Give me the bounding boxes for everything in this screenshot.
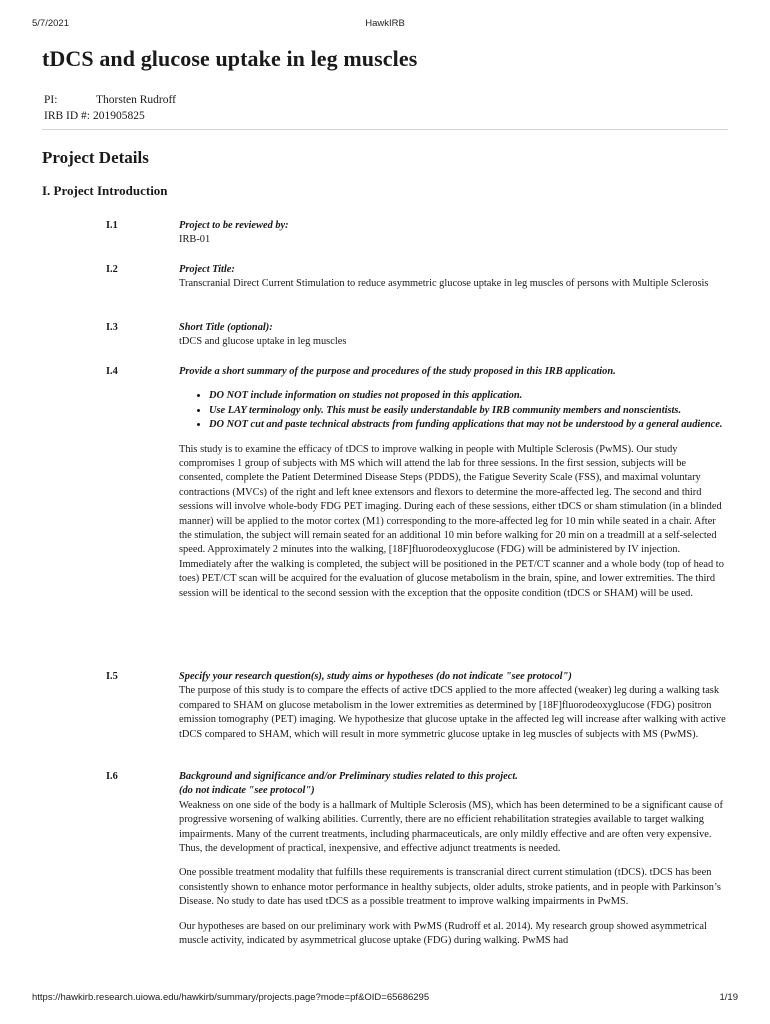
question-text: Specify your research question(s), study aims or hypotheses (do not indicate "see protocol") xyxy=(179,671,572,682)
answer-text: tDCS and glucose uptake in leg muscles xyxy=(179,336,347,348)
answer-text: IRB-01 xyxy=(179,234,211,246)
print-url: https://hawkirb.research.uiowa.edu/hawkirb/summary/projects.page?mode=pf&OID=65686295 xyxy=(32,992,430,1003)
question-number: I.5 xyxy=(106,671,118,682)
section-title: Project Details xyxy=(42,148,149,167)
question-number: I.4 xyxy=(106,366,118,377)
answer-text: The purpose of this study is to compare the effects of active tDCS applied to the more affected (weaker) leg during a walking task compared to SHAM on glucose metabolism in the lower extremities as determined by [18F]fluorodeoxyglucose (FDG) positron emission tomography (PET) imaging. We hypothesize that glucose uptake in the affected leg will increase after walking with active tDCS compared to SHAM, which will result in more symmetric glucose uptake in leg muscles of subjects with MS (PwMS). xyxy=(179,685,726,740)
instruction-list xyxy=(209,389,728,432)
print-date: 5/7/2021 xyxy=(32,18,69,29)
document-title: tDCS and glucose uptake in leg muscles xyxy=(42,46,418,71)
instruction-item: • Use LAY terminology only. This must be easily understandable by IRB community members and nonscientists. xyxy=(209,404,728,418)
irb-id-value: 201905825 xyxy=(93,110,145,122)
pi-value: Thorsten Rudroff xyxy=(96,94,176,106)
header-divider xyxy=(42,129,728,130)
irb-id-row xyxy=(44,108,176,124)
question-text: Project to be reviewed by: xyxy=(179,220,289,231)
question-note: (do not indicate "see protocol") xyxy=(179,785,315,797)
instruction-item: • DO NOT include information on studies not proposed in this application. xyxy=(209,389,728,403)
answer-paragraph: Our hypotheses are based on our preliminary work with PwMS (Rudroff et al. 2014). My research group showed asymmetrical muscle activity, indicated by asymmetrical glucose uptake (FDG) during walking. PwMS had xyxy=(179,920,707,947)
question-body xyxy=(179,670,728,742)
project-meta xyxy=(44,92,176,124)
question-text: Project Title: xyxy=(179,264,235,275)
page-number: 1/19 xyxy=(719,992,738,1003)
instruction-item: • DO NOT cut and paste technical abstracts from funding applications that may not be understood by a general audience. xyxy=(209,418,728,432)
question-body xyxy=(179,365,728,601)
pi-label: PI: xyxy=(44,94,58,106)
print-footer xyxy=(32,992,738,1004)
answer-text: This study is to examine the efficacy of tDCS to improve walking in people with Multiple Sclerosis (PwMS). Our study compromises 1 group of subjects with MS which will attend the lab for three sessions. In the first session, subjects will be consented, complete the Patient Determined Disease Steps (PDDS), the Fatigue Severity Scale (FSS), and maximal voluntary contractions (MVCs) of the right and left knee extensors and flexors to determine the more-affected leg. The second and third sessions will involve whole-body FDG PET imaging. During each of these sessions, either tDCS or sham stimulation (in a blinded manner) will be applied to the motor cortex (M1) corresponding to the more-affected leg for 10 min while seated in a chair. After the stimulation, the subject will remain seated for an additional 10 min before walking for 20 min on a treadmill at a self-selected speed. Approximately 2 minutes into the walking, [18F]fluorodeoxyglucose (FDG) will be administered by IV injection. Immediately after the walking is completed, the subject will be positioned in the PET/CT scanner and a whole body (top of head to toes) PET/CT scan will be acquired for the evaluation of glucose metabolism in the brain, spine, and lower extremities. The third session will be identical to the second session with the exception that the opposite condition (tDCS or SHAM) will be used. xyxy=(179,443,724,599)
answer-paragraph: Weakness on one side of the body is a hallmark of Multiple Sclerosis (MS), which has been determined to be a significant cause of progressive worsening of walking abilities. Currently, there are no efficient rehabilitation strategies available to target walking impairments. Many of the current treatments, including pharmaceuticals, are only mildly effective and are often very expensive. Thus, the development of practical, inexpensive, and effective adjunct treatments is needed. xyxy=(179,799,723,855)
print-site-name: HawkIRB xyxy=(365,18,405,29)
question-text: Short Title (optional): xyxy=(179,322,273,333)
question-body xyxy=(179,263,728,292)
print-header xyxy=(32,18,738,30)
question-text: Background and significance and/or Preliminary studies related to this project. xyxy=(179,771,518,782)
answer-text: Transcranial Direct Current Stimulation to reduce asymmetric glucose uptake in leg muscles of persons with Multiple Sclerosis xyxy=(179,278,709,290)
question-text: Provide a short summary of the purpose and procedures of the study proposed in this IRB application. xyxy=(179,366,616,377)
question-number: I.2 xyxy=(106,264,118,275)
subsection-title: I. Project Introduction xyxy=(42,183,168,198)
answer-paragraph: One possible treatment modality that fulfills these requirements is transcranial direct current stimulation (tDCS). tDCS has been consistently shown to enhance motor performance in healthy subjects, older adults, stroke patients, and in people with Parkinson’s Disease. No study to date has used tDCS as a possible treatment to improve walking impairments in PwMS. xyxy=(179,867,721,908)
question-number: I.3 xyxy=(106,322,118,333)
question-number: I.6 xyxy=(106,771,118,782)
question-body xyxy=(179,219,728,248)
question-body xyxy=(179,321,728,350)
question-body xyxy=(179,770,728,948)
irb-id-label: IRB ID #: xyxy=(44,110,90,122)
question-number: I.1 xyxy=(106,220,118,231)
pi-row xyxy=(44,92,176,108)
